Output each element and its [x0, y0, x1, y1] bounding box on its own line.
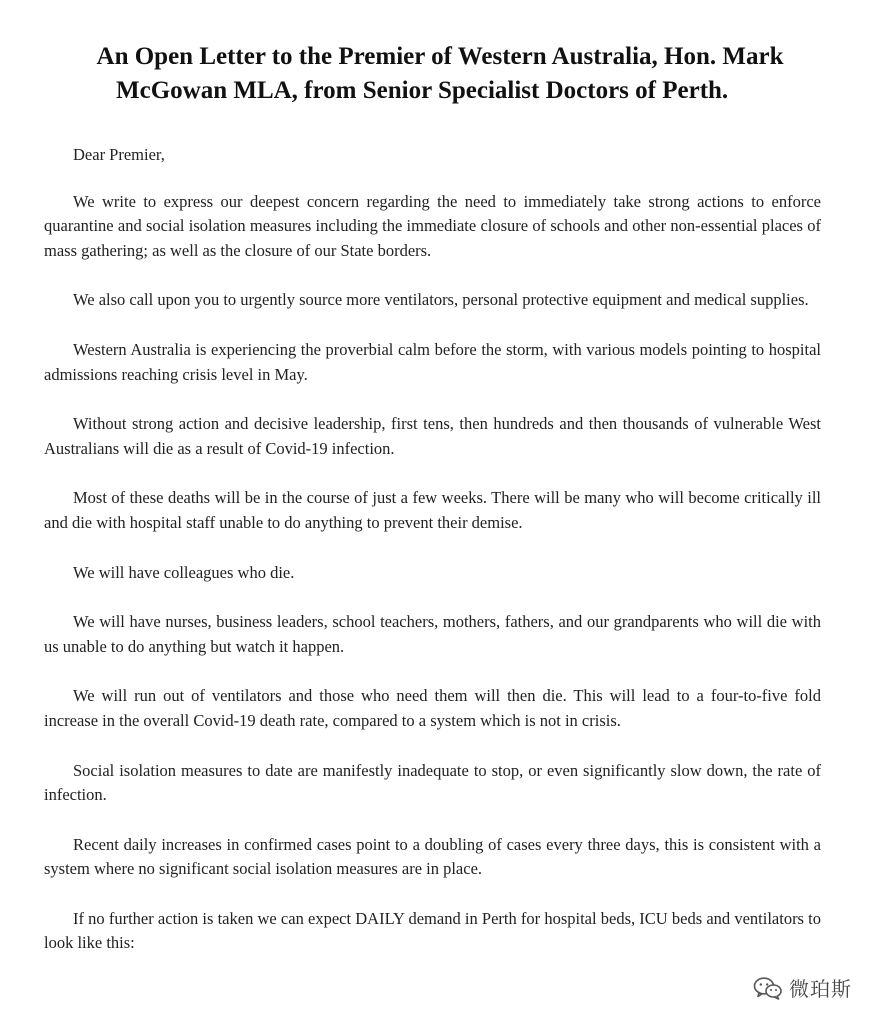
paragraph-10: Recent daily increases in confirmed cases point to a doubling of cases every three days, this is consistent with a system where no significant social isolation measures are in place.	[44, 834, 821, 879]
paragraph-8: We will run out of ventilators and those who need them will then die. This will lead to a four-to-five fold increase in the overall Covid-19 death rate, compared to a system which is not in crisis.	[44, 686, 821, 730]
letter-title	[40, 40, 840, 108]
paragraph-3: Western Australia is experiencing the proverbial calm before the storm, with various models pointing to hospital admissions reaching crisis level in May.	[44, 339, 821, 384]
letter-body	[44, 143, 821, 981]
title-line-2: McGowan MLA, from Senior Specialist Doctors of Perth.	[116, 77, 729, 104]
paragraph-1: We write to express our deepest concern regarding the need to immediately take strong actions to enforce quarantine and social isolation measures including the immediate closure of schools and other non-essential places of mass gathering; as well as the closure of our State borders.	[44, 191, 821, 260]
paragraph-4: Without strong action and decisive leadership, first tens, then hundreds and then thousands of vulnerable West Australians will die as a result of Covid-19 infection.	[44, 414, 821, 458]
paragraph-11: If no further action is taken we can expect DAILY demand in Perth for hospital beds, ICU beds and ventilators to look like this:	[44, 908, 821, 953]
watermark	[753, 973, 852, 1002]
paragraph-7: We will have nurses, business leaders, school teachers, mothers, fathers, and our grandparents who will die with us unable to do anything but watch it happen.	[44, 612, 821, 656]
paragraph-9: Social isolation measures to date are manifestly inadequate to stop, or even significantly slow down, the rate of infection.	[44, 760, 821, 805]
wechat-icon	[753, 976, 783, 1000]
paragraph-5: Most of these deaths will be in the course of just a few weeks. There will be many who will become critically ill and die with hospital staff unable to do anything to prevent their demise.	[44, 488, 821, 532]
salutation: Dear Premier,	[73, 145, 165, 164]
paragraph-2: We also call upon you to urgently source more ventilators, personal protective equipment and medical supplies.	[73, 290, 809, 310]
watermark-text: 微珀斯	[789, 977, 852, 1001]
paragraph-6: We will have colleagues who die.	[73, 562, 295, 582]
title-line-1: An Open Letter to the Premier of Western Australia, Hon. Mark	[96, 43, 784, 70]
